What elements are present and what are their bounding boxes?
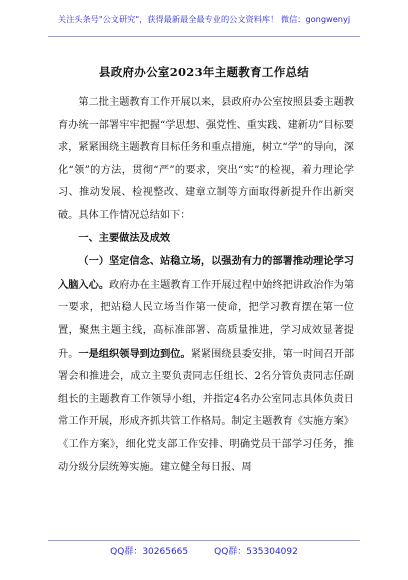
paragraph-text: 政府办在主题教育工作开展过程中始终把讲政治作为第一要求，把站稳人民立场当作第一使命，把学习教育摆在第一位置，聚焦主题主线，高标准部署、高质量推进，学习成效显著提升。 <box>58 279 355 360</box>
document-title: 县政府办公室2023年主题教育工作总结 <box>98 65 310 79</box>
bottom-divider <box>48 540 360 541</box>
point-heading: 一是组织领导到边到位。 <box>78 347 191 360</box>
intro-paragraph: 第二批主题教育工作开展以来，县政府办公室按照县委主题教育办统一部署牢牢把握“学思想、强党性、重实践、建新功”目标要求，紧紧围绕主题教育目标任务和重点措施，树立“学”的导向，深化“领”的方法，贯彻“严”的要求，突出“实”的检视，着力理论学习、推动发展、检视整改、建章立制等方面取得新提升作出新突破。具体工作情况总结如下： <box>58 97 354 221</box>
footer-qq-group-1: QQ群：30265665 <box>110 547 189 557</box>
section-heading: 一、主要做法及成效 <box>78 232 171 244</box>
top-divider <box>48 36 360 37</box>
subsection-paragraph <box>58 250 354 479</box>
top-banner: 关注头条号"公文研究"，获得最新最全最专业的公文资料库！ 微信：gongwenyj <box>57 14 351 24</box>
footer-qq-group-2: QQ群：535304092 <box>214 547 298 557</box>
paragraph-text-continued: 紧紧围绕县委安排，第一时间召开部署会和推进会，成立主要负责同志任组长、2名分管负责同志任副组长的主题教育工作领导小组，并指定4名办公室同志具体负责日常工作开展，形成齐抓共管工作格局。制定主题教育《实施方案》《工作方案》，细化党支部工作安排、明确党员干部学习任务，推动分级分层统筹实施。建立健全每日报、周 <box>58 348 355 473</box>
footer <box>0 544 408 557</box>
document-body <box>58 92 354 479</box>
subsection-heading: （一）坚定信念、站稳立场，以强劲有力的部署推动理论学习入脑入心。 <box>58 255 354 291</box>
